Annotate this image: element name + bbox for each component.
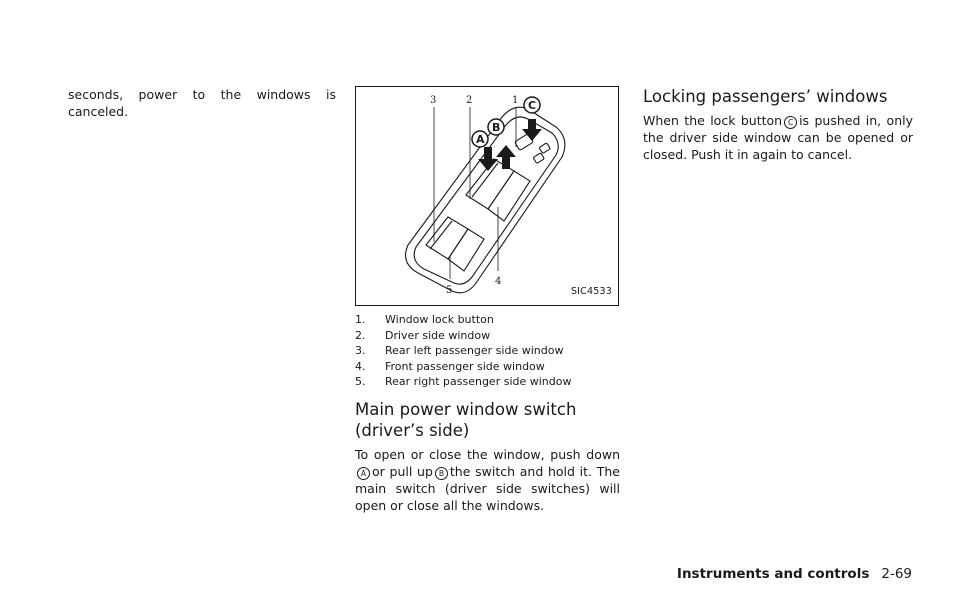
legend-item: 3. Rear left passenger side window — [355, 344, 564, 358]
middle-column — [355, 86, 620, 514]
callout-4: 4 — [495, 276, 502, 287]
locking-heading: Locking passengers’ windows — [643, 87, 888, 106]
callout-5: 5 — [446, 285, 453, 296]
callout-1: 1 — [512, 95, 519, 106]
letter-c: C — [528, 99, 537, 112]
legend-item: 4. Front passenger side window — [355, 359, 545, 373]
callout-3: 3 — [430, 95, 437, 106]
rear-right-switch — [448, 229, 484, 271]
circled-a-icon: A — [357, 467, 370, 480]
continued-paragraph: seconds, power to the windows is canceled. — [68, 87, 336, 119]
callout-2: 2 — [466, 95, 473, 106]
power-window-switch-illustration — [355, 86, 619, 306]
figure-legend — [355, 312, 620, 390]
arrow-pull-up — [496, 145, 516, 169]
main-switch-paragraph: To open or close the window, push down A or pull up B the switch and hold it. The main switch (driver side switches) will open or close all the windows. — [355, 446, 620, 513]
switch-panel-drawing — [356, 87, 618, 305]
footer-section-title: Instruments and controls — [676, 566, 870, 582]
page-number: 2-69 — [881, 566, 912, 582]
left-column — [68, 86, 336, 120]
letter-b: B — [492, 121, 501, 134]
page-footer — [677, 566, 912, 582]
right-column — [643, 86, 913, 163]
letter-a: A — [476, 133, 485, 146]
arrow-lock — [522, 119, 542, 141]
legend-item: 5. Rear right passenger side window — [355, 375, 572, 389]
circled-c-icon: C — [784, 116, 797, 129]
circled-b-icon: B — [435, 467, 448, 480]
locking-paragraph: When the lock button C is pushed in, only the driver side window can be opened or closed. Push it in again to cancel. — [643, 113, 913, 162]
legend-item: 2. Driver side window — [355, 328, 491, 342]
legend-item: 1. Window lock button — [355, 313, 494, 326]
figure-code: SIC4533 — [570, 286, 612, 297]
main-switch-heading: Main power window switch (driver’s side) — [355, 399, 577, 440]
